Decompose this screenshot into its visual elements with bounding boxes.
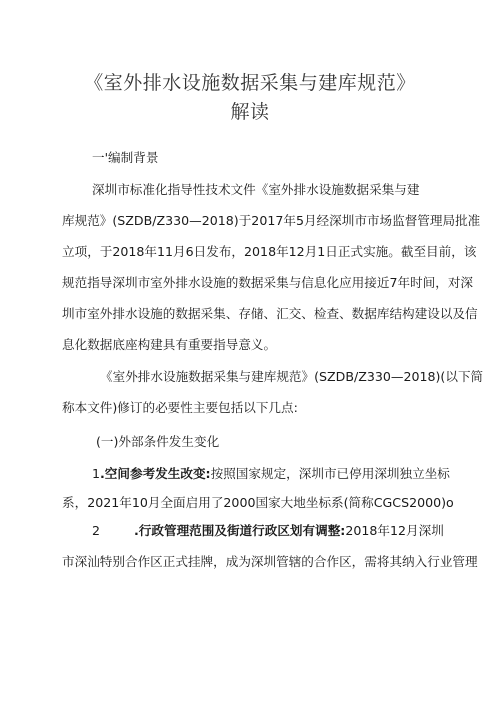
item-1-bold-label: .空间参考发生改变:	[100, 466, 211, 481]
paragraph-1-line-5: 圳市室外排水设施的数据采集、存储、汇交、检查、数据库结构建设以及信	[62, 306, 478, 321]
document-title-suffix: 解读	[230, 101, 270, 123]
item-2-line-2: 市深汕特别合作区正式挂牌，成为深圳管辖的合作区，需将其纳入行业管理	[62, 554, 478, 569]
paragraph-1-line-1: 深圳市标准化指导性技术文件《室外排水设施数据采集与建	[92, 182, 420, 197]
paragraph-2-line-2: 称本文件)修订的必要性主要包括以下几点:	[62, 400, 298, 415]
document-title: 《室外排水设施数据采集与建库规范》	[84, 72, 416, 94]
item-1-text: 按照国家规定，深圳市已停用深圳独立坐标	[210, 466, 450, 481]
section-heading-background: 一'编制背景	[92, 150, 159, 165]
item-1-number: 1	[92, 466, 101, 481]
paragraph-1-line-2: 库规范》(SZDB/Z330—2018)于2017年5月经深圳市市场监督管理局批准	[62, 213, 481, 228]
item-1-line-1	[92, 466, 450, 482]
paragraph-2-line-1: 《室外排水设施数据采集与建库规范》(SZDB/Z330—2018)(以下简	[100, 369, 484, 384]
item-1-line-2: 系，2021年10月全面启用了2000国家大地坐标系(简称CGCS2000)o	[62, 495, 454, 510]
item-2-text: 2018年12月深圳	[345, 523, 444, 538]
item-2-line-1	[92, 523, 444, 539]
item-2-number: 2	[92, 523, 101, 538]
paragraph-1-line-3: 立项，于2018年11月6日发布，2018年12月1日正式实施。截至目前，该	[62, 244, 477, 259]
item-2-bold-label: .行政管理范围及街道行政区划有调整:	[134, 523, 346, 538]
subsection-heading-external-conditions: (一)外部条件发生变化	[96, 434, 220, 449]
paragraph-1-line-4: 规范指导深圳市室外排水设施的数据采集与信息化应用接近7年时间，对深	[62, 275, 474, 290]
paragraph-1-line-6: 息化数据底座构建具有重要指导意义。	[62, 337, 277, 352]
